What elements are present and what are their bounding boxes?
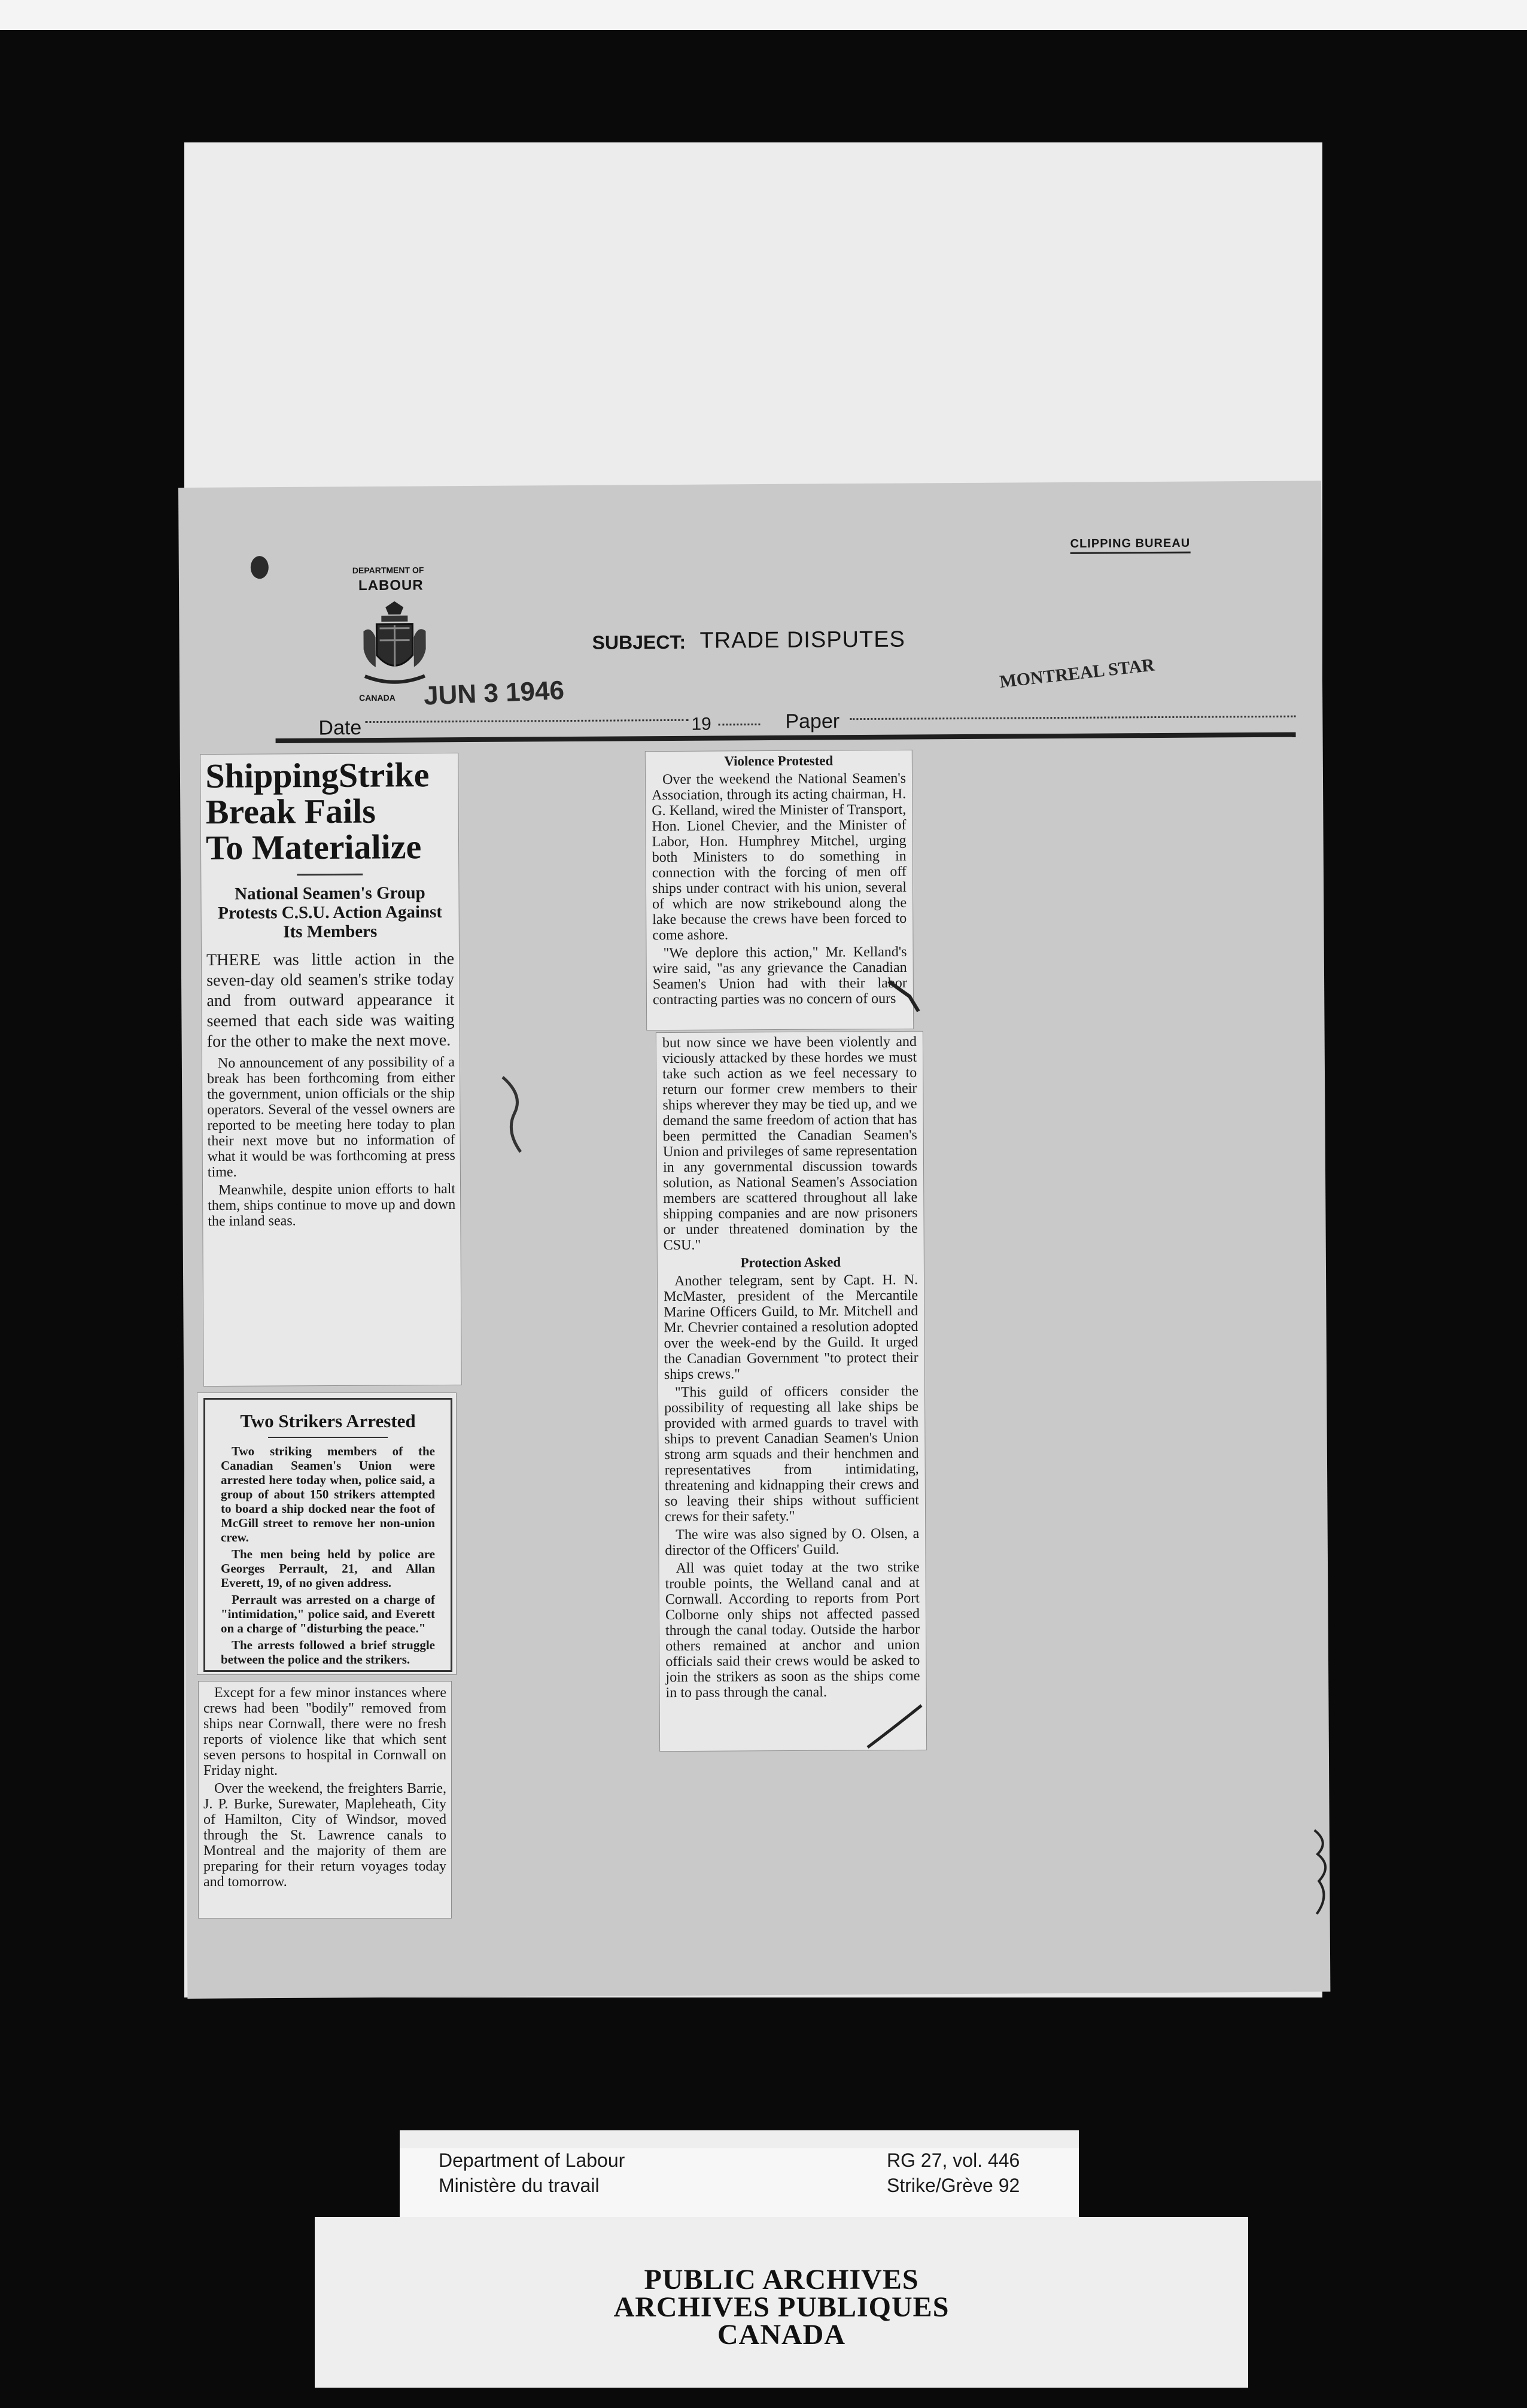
top-film-strip [0,0,1527,30]
paragraph: Meanwhile, despite union efforts to halt them, ships continue to move up and down the inland seas. [208,1181,456,1230]
department-label: DEPARTMENT OF [352,565,424,576]
clipping-bureau-label: CLIPPING BUREAU [1070,537,1191,554]
paragraph: Two striking members of the Canadian Seamen's Union were arrested here today when, police said, a group of about 150 strikers attempted to board a ship docked near the foot of McGill street to remove her non-union crew. [221,1444,435,1544]
headline-line-2: Break Fails [205,791,376,832]
paragraph: Perrault was arrested on a charge of "intimidation," police said, and Everett on a charge of "disturbing the peace." [221,1592,435,1635]
paragraph: The men being held by police are Georges Perrault, 21, and Allan Everett, 19, of no given address. [221,1547,435,1590]
article-body-e [662,1034,920,1701]
date-stamp: JUN 3 1946 [423,675,565,711]
subject-label: SUBJECT: [592,631,686,653]
section-heading: Violence Protested [724,753,834,769]
archive-dept-english: Department of Labour [439,2149,625,2171]
paragraph: Over the weekend, the freighters Barrie, J. P. Burke, Surewater, Mapleheath, City of Hamilton, City of Windsor, moved through the St. Lawrence canals to Montreal and the majority of them are preparing for their return voyages today and tomorrow. [203,1781,446,1890]
article-clipping-protection-asked [656,1032,926,1751]
year-prefix: 19 [691,714,711,734]
headline-line-1: ShippingStrike [205,755,430,796]
date-fill-line [365,719,688,723]
subheadline: National Seamen's Group Protests C.S.U. Action Against Its Members [218,883,443,942]
section-heading: Protection Asked [740,1254,841,1270]
canada-label: CANADA [359,692,396,703]
label-notch [315,2130,400,2217]
paragraph: No announcement of any possibility of a break has been forthcoming from either the government, union officials or the ship operators. Several of the vessel owners are reported to be meeting here today to plan their next move but no information of what it would be was forthcoming at press time. [207,1054,455,1181]
paragraph: "We deplore this action," Mr. Kelland's wire said, "as any grievance the Canadian Seamen's Union had with their labor contracting parties was no concern of ours [652,944,907,1008]
archive-title-country: CANADA [717,2319,845,2351]
paragraph: The wire was also signed by O. Olsen, a director of the Officers' Guild. [665,1525,920,1559]
department-name: LABOUR [358,577,424,594]
paragraph: but now since we have been violently and viciously attacked by these hordes we must take such action as we feel necessary to return our former crew members to their ships wherever they may be tied up, and we demand the same freedom of action that has been permitted the Canadian Seamen's Union and privileges of same representation in any governmental discussion towards solution, as National Seamen's Association members are scattered throughout all lake shipping companies and are now prisoners or under threatened domination by the CSU." [662,1033,918,1254]
label-notch [1079,2130,1248,2217]
headline [205,757,454,866]
paragraph: Except for a few minor instances where crews had been "bodily" removed from ships near Cornwall, there were no fresh reports of violence like that which sent seven persons to hospital in Cornwall on Friday night. [203,1685,446,1778]
article-clipping-continued [199,1682,451,1918]
date-label: Date [318,716,362,740]
article-body-a [207,1054,456,1229]
article-clipping-main [200,753,461,1386]
paragraph: "This guild of officers consider the possibility of requesting all lake ships be provided with armed guards to travel with ships to prevent Canadian Seamen's Union strong arm squads and their henchmen and representatives from intimidating, threatening and kidnapping their crews and so leaving their ships without sufficient crews for their safety." [664,1383,920,1525]
year-fill-line [718,723,760,725]
paper-fill-line [850,716,1295,720]
archive-title-fr: ARCHIVES PUBLIQUES [613,2291,950,2323]
edge-scribble-mark [1312,1824,1336,1920]
article-clipping-violence-protested [646,750,913,1030]
archive-reference: RG 27, vol. 446 [887,2149,1020,2171]
paragraph: Another telegram, sent by Capt. H. N. McMaster, president of the Mercantile Marine Officers Guild, to Mr. Mitchell and Mr. Chevrier contained a resolution adopted over the week-end by the Guild. It urged the Canadian Government "to protect their ships crews." [664,1272,918,1383]
paper-stamp: MONTREAL STAR [998,655,1156,692]
archive-title-en: PUBLIC ARCHIVES [644,2264,919,2295]
form-rule [276,732,1296,743]
sidebar-box [203,1398,452,1672]
folder-upper-area [184,142,1322,501]
lede-paragraph: THERE was little action in the seven-day old seamen's strike today and from outward appearance it seemed that each side was waiting for the other to make the next move. [206,949,455,1051]
archive-strike-number: Strike/Grève 92 [887,2175,1020,2196]
sidebar-title: Two Strikers Arrested [240,1410,416,1431]
sidebar-body [221,1444,435,1667]
sidebar-divider [268,1437,388,1438]
archive-dept-french: Ministère du travail [439,2175,600,2196]
paragraph: The arrests followed a brief struggle between the police and the strikers. [221,1638,435,1667]
paper-label: Paper [785,710,840,733]
pencil-check-mark [886,978,921,1014]
coat-of-arms-icon [358,601,431,691]
headline-line-3: To Materialize [205,827,422,868]
pencil-check-mark [491,1071,533,1155]
paragraph: Over the weekend the National Seamen's Association, through its acting chairman, H. G. Kelland, wired the Minister of Transport, Hon. Lionel Chevier, and the Minister of Labor, Hon. Humphrey Mitchel, urging both Ministers to do something in connection with the forcing of men off ships under contract with his union, several of which are now strikebound along the lake because the crews have been forced to come ashore. [652,770,907,944]
article-body-c [203,1685,446,1890]
pencil-check-mark [862,1699,927,1753]
subject-value: TRADE DISPUTES [699,627,906,653]
paragraph: All was quiet today at the two strike trouble points, the Welland canal and at Cornwall. According to reports from Port Colborne only ships not affected passed through the canal today. Outside the harbor others remained at anchor and union officials said their crews would be asked to join the strikers as soon as the ships come in to pass through the canal. [665,1559,920,1701]
article-body-d [652,753,907,1008]
boxed-sidebar-clipping [197,1393,456,1674]
punch-hole [251,556,269,579]
headline-divider [297,874,363,876]
